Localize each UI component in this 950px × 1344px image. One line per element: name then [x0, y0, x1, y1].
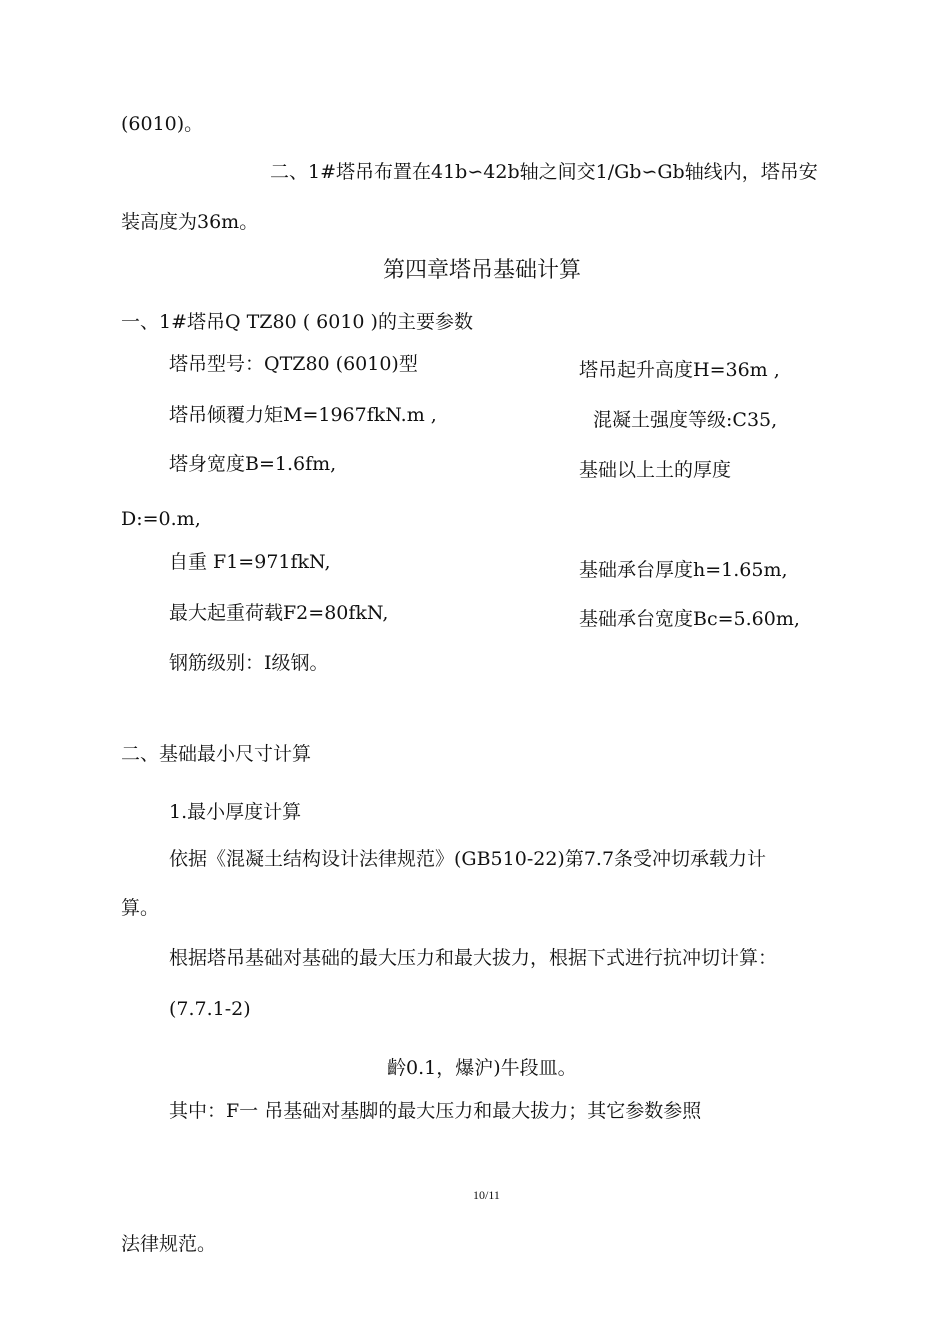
param-bc: 基础承台宽度Bc=5.60m,: [579, 608, 800, 630]
text-line: (6010)。: [121, 113, 204, 135]
param-thickness: 基础承台厚度h=1.65m,: [579, 559, 788, 581]
text-line: 依据《混凝土结构设计法律规范》(GB510-22)第7.7条受冲切承载力计: [169, 848, 767, 870]
page-number: 10/11: [473, 1188, 500, 1202]
section-heading: 一、1#塔吊Q TZ80 ( 6010 )的主要参数: [121, 311, 473, 333]
param-soil: 基础以上土的厚度: [579, 459, 732, 481]
param-depth: D:=0.m,: [121, 508, 201, 530]
param-concrete: 混凝土强度等级:C35,: [593, 409, 778, 431]
param-height: 塔吊起升高度H=36m ,: [579, 359, 780, 381]
text-line: 算。: [121, 897, 160, 919]
param-steel: 钢筋级别：I级钢。: [169, 652, 329, 674]
text-line: 二、1#塔吊布置在41b∽42b轴之间交1/Gb∽Gb轴线内，塔吊安: [270, 161, 818, 183]
param-self-weight: 自重 F1=971fkN,: [169, 551, 331, 573]
formula: 䶖0.1，爆沪)牛段皿。: [387, 1057, 577, 1079]
text-line: 法律规范。: [121, 1233, 217, 1255]
text-line: 装高度为36m。: [121, 211, 259, 233]
param-max-load: 最大起重荷载F2=80fkN,: [169, 602, 389, 624]
param-model: 塔吊型号：QTZ80 (6010)型: [169, 353, 418, 375]
chapter-title: 第四章塔吊基础计算: [383, 258, 582, 283]
equation-reference: (7.7.1-2): [169, 998, 251, 1020]
text-line: 根据塔吊基础对基础的最大压力和最大拔力，根据下式进行抗冲切计算：: [169, 947, 778, 969]
param-moment: 塔吊倾覆力矩M=1967fkN.m ,: [169, 404, 437, 426]
text-line: 其中：F一 吊基础对基脚的最大压力和最大拔力；其它参数参照: [169, 1100, 702, 1122]
section-heading: 二、基础最小尺寸计算: [121, 743, 312, 765]
param-width: 塔身宽度B=1.6fm,: [169, 453, 337, 475]
subsection-heading: 1.最小厚度计算: [169, 801, 302, 823]
